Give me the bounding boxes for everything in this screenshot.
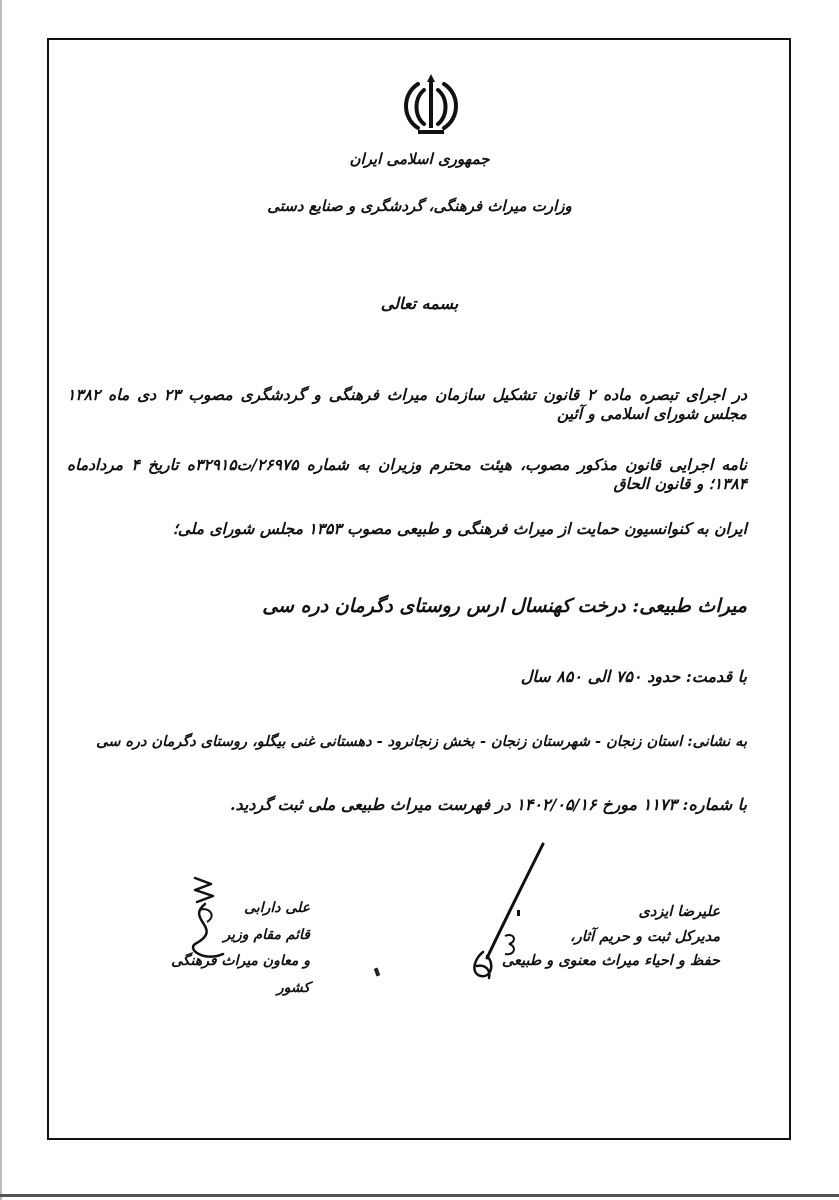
age-line: با قدمت: حدود ۷۵۰ الی ۸۵۰ سال	[520, 667, 747, 686]
preamble-line-2: نامه اجرایی قانون مذکور مصوب، هیئت محترم وزیران به شماره ۲۶۹۷۵/ت۳۲۹۱۵ه تاریخ ۴ مردادماه ۱۳۸۴؛ و قانون الحاق	[67, 455, 747, 493]
preamble-line-1: در اجرای تبصره ماده ۲ قانون تشکیل سازمان میراث فرهنگی و گردشگری مصوب ۲۳ دی ماه ۱۳۸۲ مجلس شورای اسلامی و آئین	[67, 385, 747, 423]
bismillah-heading: بسمه تعالی	[380, 294, 459, 313]
signatory-title-left-2: و معاون میراث فرهنگی کشور	[171, 953, 310, 996]
signatory-title-left-1: قائم مقام وزیر	[223, 926, 310, 943]
address-line: به نشانی: استان زنجان - شهرستان زنجان - بخش زنجانرود - دهستانی غنی بیگلو، روستای دگرمان دره سی	[96, 733, 747, 750]
registration-line: با شماره: ۱۱۷۳ مورخ ۱۴۰۲/۰۵/۱۶ در فهرست میراث طبیعی ملی ثبت گردید.	[229, 795, 747, 814]
signatory-name-left: علی دارابی	[244, 900, 310, 916]
heritage-title: میراث طبیعی: درخت کهنسال ارس روستای دگرمان دره سی	[262, 595, 747, 617]
signature-block-right	[470, 900, 720, 974]
government-title: جمهوری اسلامی ایران	[349, 150, 490, 168]
signatory-name-right: علیرضا ایزدی	[638, 903, 720, 920]
scan-edge-bottom	[0, 1194, 839, 1197]
scan-edge-left	[0, 0, 2, 1200]
iran-emblem-icon	[396, 70, 466, 140]
signatory-title-right-1: مدیرکل ثبت و حریم آثار،	[570, 927, 720, 945]
signatory-title-right-2: حفظ و احیاء میراث معنوی و طبیعی	[501, 952, 720, 970]
preamble-line-3: ایران به کنوانسیون حمایت از میراث فرهنگی و طبیعی مصوب ۱۳۵۳ مجلس شورای ملی؛	[172, 519, 747, 538]
ministry-title: وزارت میراث فرهنگی، گردشگری و صنایع دستی	[267, 197, 572, 215]
signature-block-left	[140, 895, 310, 1001]
